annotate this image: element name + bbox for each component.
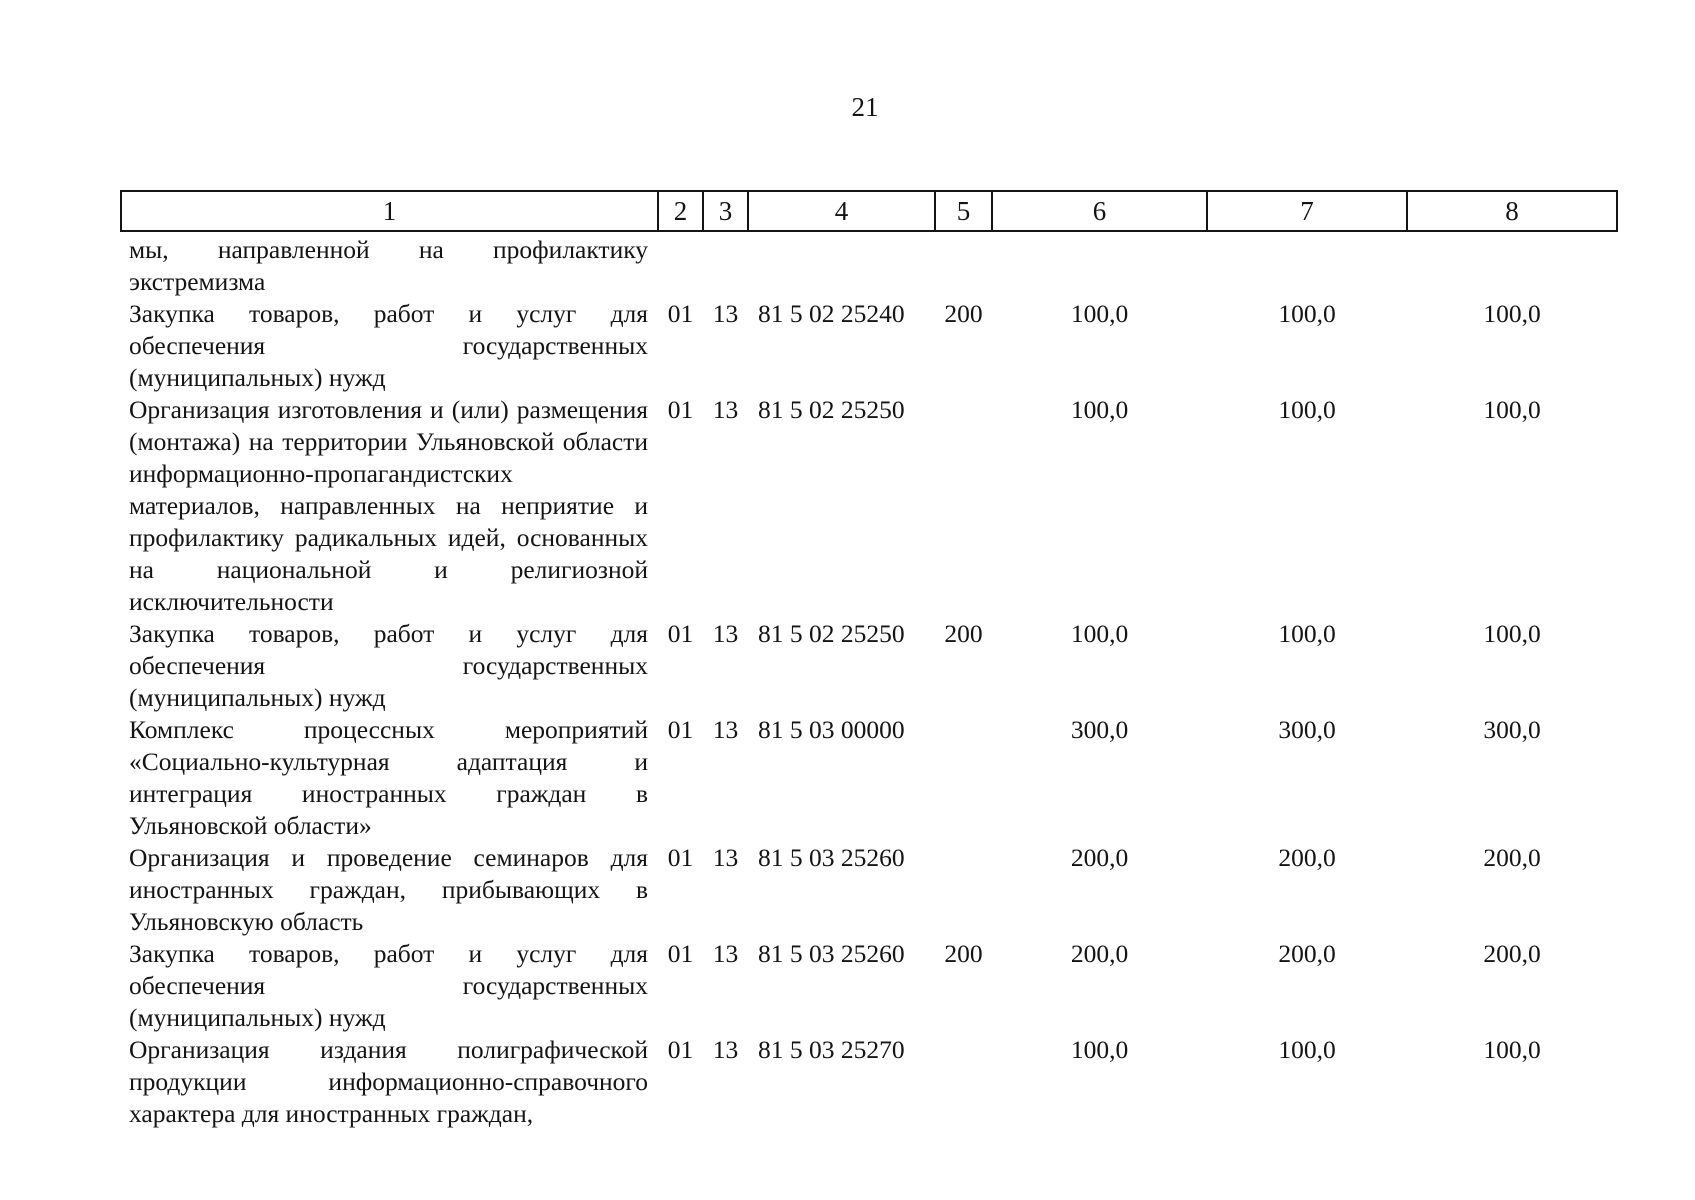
section-code-cell: 01 [667,1035,694,1064]
table-row [121,394,1617,618]
amount-year2-cell: 100,0 [1278,299,1336,328]
amount-year2-cell: 300,0 [1278,715,1336,744]
section-code-cell: 01 [667,619,694,648]
page-number: 21 [851,92,879,122]
row-name-cell: Закупка товаров, работ и услуг для обеспечения государственных (муниципальных) нужд [129,939,648,1032]
amount-year1-cell: 100,0 [1070,395,1129,424]
row-name-cell: Закупка товаров, работ и услуг для обеспечения государственных (муниципальных) нужд [129,619,648,712]
table-row [121,842,1617,938]
column-header-7: 7 [1207,191,1407,231]
amount-year3-cell [1407,231,1617,298]
subsection-code-cell: 13 [712,715,739,744]
expense-type-cell: 200 [944,299,983,328]
subsection-code-cell: 13 [712,843,739,872]
table-row [121,714,1617,842]
column-header-1: 1 [121,191,658,231]
subsection-code-cell: 13 [712,619,739,648]
subsection-code-cell: 13 [712,299,739,328]
amount-year3-cell: 100,0 [1483,619,1541,648]
column-header-6: 6 [992,191,1207,231]
target-article-cell: 81 5 02 25250 [758,395,905,424]
table-body [121,231,1617,1130]
section-code-cell [658,231,703,298]
budget-table [120,190,1618,1130]
section-code-cell: 01 [667,715,694,744]
row-name-cell: Организация и проведение семинаров для иностранных граждан, прибывающих в Ульяновскую область [129,843,648,936]
column-header-8: 8 [1407,191,1617,231]
table-row [121,231,1617,298]
table-row [121,1034,1617,1130]
row-name-cell: Организация издания полиграфической продукции информационно-справочного характера для иностранных граждан, [129,1035,648,1128]
subsection-code-cell: 13 [712,1035,739,1064]
target-article-cell: 81 5 03 00000 [758,715,905,744]
table-row [121,298,1617,394]
expense-type-cell [935,231,992,298]
amount-year1-cell: 100,0 [1070,619,1129,648]
section-code-cell: 01 [667,299,694,328]
amount-year1-cell: 100,0 [1070,299,1129,328]
amount-year1-cell: 300,0 [1070,715,1129,744]
expense-type-cell [935,394,992,618]
amount-year2-cell: 100,0 [1278,395,1336,424]
table-row [121,938,1617,1034]
subsection-code-cell [703,231,748,298]
amount-year1-cell [992,231,1207,298]
table-row [121,618,1617,714]
expense-type-cell [935,714,992,842]
amount-year3-cell: 100,0 [1483,1035,1541,1064]
target-article-cell: 81 5 03 25270 [758,1035,905,1064]
amount-year3-cell: 200,0 [1483,939,1541,968]
row-name-cell: Организация изготовления и (или) размещения (монтажа) на территории Ульяновской области информационно-пропагандистских материалов, направленных на неприятие и профилактику радикальных идей, основанных на национальной и религиозной исключительности [129,395,648,616]
amount-year2-cell: 100,0 [1278,619,1336,648]
subsection-code-cell: 13 [712,939,739,968]
column-header-2: 2 [658,191,703,231]
amount-year3-cell: 100,0 [1483,299,1541,328]
expense-type-cell: 200 [944,619,983,648]
row-name-cell: Закупка товаров, работ и услуг для обеспечения государственных (муниципальных) нужд [129,299,648,392]
section-code-cell: 01 [667,395,694,424]
amount-year3-cell: 200,0 [1483,843,1541,872]
amount-year2-cell: 200,0 [1278,843,1336,872]
amount-year1-cell: 200,0 [1070,843,1129,872]
amount-year2-cell: 100,0 [1278,1035,1336,1064]
target-article-cell: 81 5 03 25260 [758,843,905,872]
amount-year2-cell [1207,231,1407,298]
subsection-code-cell: 13 [712,395,739,424]
column-header-5: 5 [935,191,992,231]
target-article-cell: 81 5 02 25240 [758,299,905,328]
target-article-cell: 81 5 02 25250 [758,619,905,648]
row-name-cell: мы, направленной на профилактику экстремизма [129,235,648,296]
expense-type-cell [935,1034,992,1130]
section-code-cell: 01 [667,939,694,968]
amount-year3-cell: 100,0 [1483,395,1541,424]
expense-type-cell: 200 [944,939,983,968]
section-code-cell: 01 [667,843,694,872]
row-name-cell: Комплекс процессных мероприятий «Социально-культурная адаптация и интеграция иностранных граждан в Ульяновской области» [129,715,648,840]
target-article-cell [748,231,935,298]
amount-year3-cell: 300,0 [1483,715,1541,744]
amount-year2-cell: 200,0 [1278,939,1336,968]
column-header-3: 3 [703,191,748,231]
expense-type-cell [935,842,992,938]
amount-year1-cell: 100,0 [1070,1035,1129,1064]
column-header-4: 4 [748,191,935,231]
target-article-cell: 81 5 03 25260 [758,939,905,968]
table-header-row [121,191,1617,231]
amount-year1-cell: 200,0 [1070,939,1129,968]
